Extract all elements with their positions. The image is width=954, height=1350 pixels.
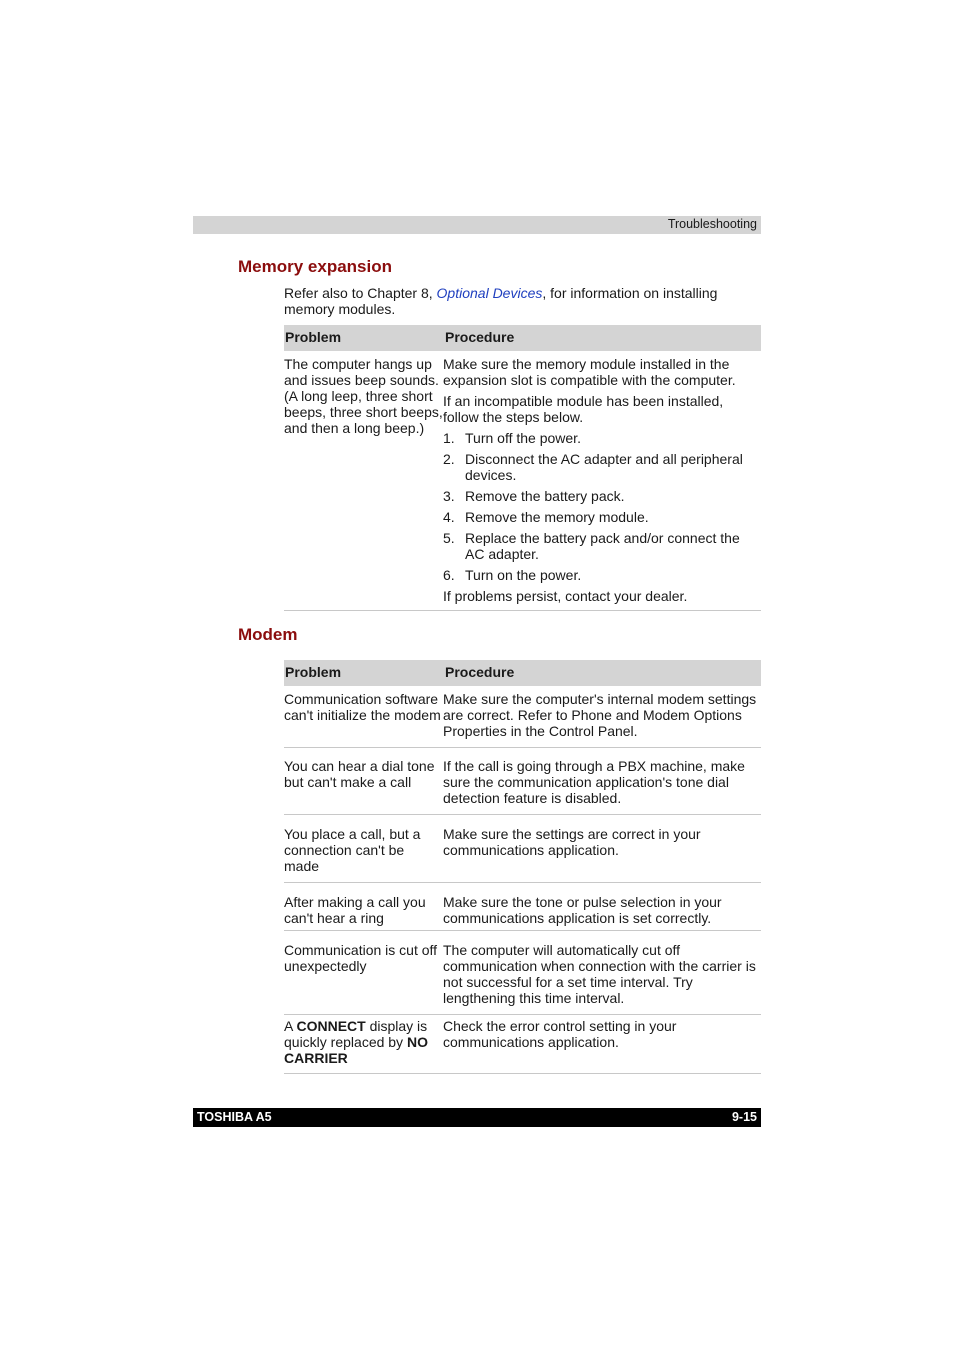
- step-number: 1.: [443, 430, 455, 446]
- step-item: [443, 451, 761, 483]
- step-text: Disconnect the AC adapter and all peripheral devices.: [465, 451, 743, 483]
- procedure-steps: [443, 430, 761, 583]
- procedure-text: Make sure the memory module installed in the expansion slot is compatible with the computer.: [443, 356, 736, 388]
- procedure-cell: Make sure the tone or pulse selection in your communications application is set correctly.: [443, 894, 722, 926]
- problem-cell: A CONNECT display is quickly replaced by NO CARRIER: [284, 1018, 428, 1066]
- step-number: 2.: [443, 451, 455, 467]
- step-text: Remove the battery pack.: [465, 488, 625, 504]
- memory-expansion-heading: Memory expansion: [238, 257, 392, 276]
- col-problem: Problem: [285, 329, 342, 345]
- step-number: 6.: [443, 567, 455, 583]
- step-text: Turn off the power.: [465, 430, 581, 446]
- table-row: [284, 748, 761, 815]
- modem-table: [284, 660, 761, 1074]
- step-text: Replace the battery pack and/or connect the AC adapter.: [465, 530, 740, 562]
- procedure-text: If an incompatible module has been installed, follow the steps below.: [443, 393, 724, 425]
- procedure-cell: [443, 356, 761, 604]
- procedure-cell: Make sure the computer's internal modem settings are correct. Refer to Phone and Modem Options Properties in the Control Panel.: [443, 691, 757, 739]
- memory-table: [284, 325, 761, 611]
- procedure-cell: Check the error control setting in your communications application.: [443, 1018, 677, 1050]
- table-row: [284, 686, 761, 748]
- step-number: 5.: [443, 530, 455, 546]
- step-item: [443, 509, 761, 525]
- procedure-cell: The computer will automatically cut off communication when connection with the carrier is not successful for a set time interval. Try lengthening this time interval.: [443, 942, 756, 1006]
- problem-cell: Communication is cut off unexpectedly: [284, 942, 438, 974]
- col-procedure: Procedure: [445, 329, 515, 345]
- modem-rows: [284, 686, 761, 1015]
- procedure-text: If problems persist, contact your dealer.: [443, 588, 688, 604]
- table-row: [284, 351, 761, 611]
- table-row: [284, 931, 761, 1015]
- problem-cell: You can hear a dial tone but can't make a call: [284, 758, 435, 790]
- step-item: [443, 430, 761, 446]
- memory-table-header: [284, 325, 761, 351]
- memory-intro: Refer also to Chapter 8, Optional Devices, for information on installing memory modules.: [284, 285, 718, 317]
- optional-devices-link[interactable]: Optional Devices: [436, 285, 543, 301]
- procedure-cell: Make sure the settings are correct in your communications application.: [443, 826, 701, 858]
- procedure-cell: If the call is going through a PBX machine, make sure the communication application's tone dial detection feature is disabled.: [443, 758, 745, 806]
- modem-heading: Modem: [238, 625, 298, 644]
- footer-model: TOSHIBA A5: [197, 1110, 272, 1124]
- step-item: [443, 530, 761, 562]
- step-text: Turn on the power.: [465, 567, 582, 583]
- col-procedure: Procedure: [445, 664, 515, 680]
- running-footer: [193, 1108, 761, 1127]
- step-text: Remove the memory module.: [465, 509, 649, 525]
- problem-cell: The computer hangs up and issues beep sounds. (A long leep, three short beeps, three short beeps, and then a long beep.): [284, 356, 443, 436]
- table-row: [284, 883, 761, 931]
- running-header-title: Troubleshooting: [667, 217, 757, 231]
- col-problem: Problem: [285, 664, 342, 680]
- step-item: [443, 488, 761, 504]
- page-number: 9-15: [731, 1110, 757, 1124]
- problem-cell: You place a call, but a connection can't be made: [284, 826, 421, 874]
- problem-cell: After making a call you can't hear a ring: [284, 894, 426, 926]
- table-row: [284, 1015, 761, 1074]
- problem-cell: Communication software can't initialize the modem: [284, 691, 441, 723]
- table-row: [284, 815, 761, 883]
- step-number: 3.: [443, 488, 455, 504]
- step-item: [443, 567, 761, 583]
- running-header: [193, 216, 761, 234]
- step-number: 4.: [443, 509, 455, 525]
- modem-table-header: [284, 660, 761, 686]
